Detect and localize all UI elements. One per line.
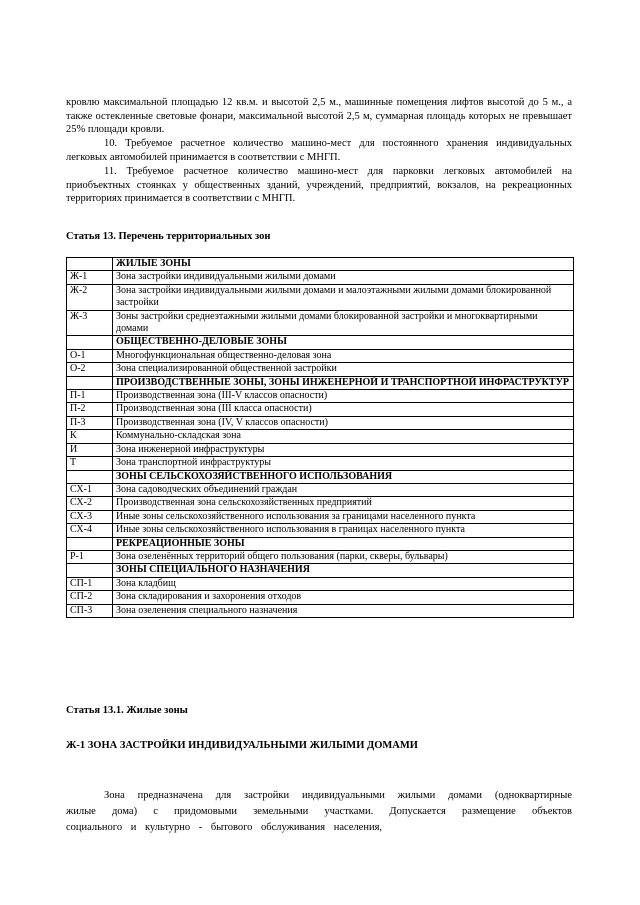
zone-group-name-cell: ПРОИЗВОДСТВЕННЫЕ ЗОНЫ, ЗОНЫ ИНЖЕНЕРНОЙ И ТРАНСПОРТНОЙ ИНФРАСТРУКТУР xyxy=(113,376,574,389)
zone-group-row xyxy=(67,564,574,577)
zone-group-name-cell: РЕКРЕАЦИОННЫЕ ЗОНЫ xyxy=(113,537,574,550)
zone-group-name-cell: ЖИЛЫЕ ЗОНЫ xyxy=(113,258,574,271)
article-13-heading: Статья 13. Перечень территориальных зон xyxy=(66,231,271,242)
zone-row xyxy=(67,284,574,310)
zone-code-cell xyxy=(67,336,113,349)
zone-code-cell: СП-2 xyxy=(67,591,113,604)
paragraph-roof: кровлю максимальной площадью 12 кв.м. и высотой 2,5 м., машинные помещения лифтов высотой до 5 м., а также остекленные световые фонари, максимальной высотой 2,5 м, суммарная площадь которых не превышает 25% площади кровли. xyxy=(66,97,572,136)
zone-group-row xyxy=(67,537,574,550)
zone-code-cell: Т xyxy=(67,457,113,470)
zone-group-name-cell: ЗОНЫ СПЕЦИАЛЬНОГО НАЗНАЧЕНИЯ xyxy=(113,564,574,577)
zone-name-cell: Коммунально-складская зона xyxy=(113,430,574,443)
zone-code-cell: СХ-2 xyxy=(67,497,113,510)
zone-code-cell xyxy=(67,564,113,577)
zone-code-cell: СХ-1 xyxy=(67,483,113,496)
zone-row xyxy=(67,403,574,416)
zone-row xyxy=(67,416,574,429)
zone-group-name-cell: ЗОНЫ СЕЛЬСКОХОЗЯЙСТВЕННОГО ИСПОЛЬЗОВАНИЯ xyxy=(113,470,574,483)
zone-name-cell: Многофункциональная общественно-деловая зона xyxy=(113,349,574,362)
zone-code-cell: К xyxy=(67,430,113,443)
zone-code-cell: СХ-3 xyxy=(67,510,113,523)
zone-code-cell: Ж-3 xyxy=(67,310,113,336)
zone-code-cell: Р-1 xyxy=(67,550,113,563)
zone-code-cell xyxy=(67,537,113,550)
zone-code-cell: П-3 xyxy=(67,416,113,429)
zone-code-cell: П-2 xyxy=(67,403,113,416)
zone-row xyxy=(67,604,574,617)
zone-row xyxy=(67,443,574,456)
zone-row xyxy=(67,510,574,523)
zone-name-cell: Производственная зона (III-V классов опасности) xyxy=(113,390,574,403)
zone-code-cell: Ж-1 xyxy=(67,271,113,284)
zone-code-cell: О-1 xyxy=(67,349,113,362)
zone-row xyxy=(67,524,574,537)
zone-name-cell: Иные зоны сельскохозяйственного использования в границах населенного пункта xyxy=(113,524,574,537)
zone-name-cell: Зона озеленённых территорий общего пользования (парки, скверы, бульвары) xyxy=(113,550,574,563)
zone-row xyxy=(67,577,574,590)
zone-name-cell: Зона складирования и захоронения отходов xyxy=(113,591,574,604)
zone-j1-intro-paragraph: Зона предназначена для застройки индивидуальными жилыми домами (одноквартирные жилые дома) с придомовыми земельными участками. Допускается размещение объектов социального и культурно - бытового обслуживания населения, xyxy=(66,790,572,833)
zone-group-row xyxy=(67,376,574,389)
zone-row xyxy=(67,430,574,443)
zone-row xyxy=(67,390,574,403)
zone-code-cell: И xyxy=(67,443,113,456)
zone-group-row xyxy=(67,336,574,349)
zone-code-cell xyxy=(67,470,113,483)
zone-name-cell: Зона застройки индивидуальными жилыми домами xyxy=(113,271,574,284)
zone-name-cell: Зоны застройки среднеэтажными жилыми домами блокированной застройки и многоквартирными домами xyxy=(113,310,574,336)
article-13-1-heading: Статья 13.1. Жилые зоны xyxy=(66,705,188,716)
zone-name-cell: Зона озеленения специального назначения xyxy=(113,604,574,617)
zone-row xyxy=(67,591,574,604)
zone-code-cell: П-1 xyxy=(67,390,113,403)
zone-group-row xyxy=(67,258,574,271)
zone-code-cell xyxy=(67,376,113,389)
zone-code-cell: СП-3 xyxy=(67,604,113,617)
zone-code-cell: Ж-2 xyxy=(67,284,113,310)
zones-table xyxy=(66,257,574,618)
zone-name-cell: Производственная зона (III класса опасности) xyxy=(113,403,574,416)
zone-code-cell xyxy=(67,258,113,271)
zone-row xyxy=(67,550,574,563)
zone-name-cell: Зона специализированной общественной застройки xyxy=(113,363,574,376)
zone-group-name-cell: ОБЩЕСТВЕННО-ДЕЛОВЫЕ ЗОНЫ xyxy=(113,336,574,349)
zone-name-cell: Иные зоны сельскохозяйственного использования за границами населенного пункта xyxy=(113,510,574,523)
zone-row xyxy=(67,497,574,510)
zone-name-cell: Зона застройки индивидуальными жилыми домами и малоэтажными жилыми домами блокированной застройки xyxy=(113,284,574,310)
zone-code-cell: СХ-4 xyxy=(67,524,113,537)
zone-row xyxy=(67,363,574,376)
zones-table-body xyxy=(67,258,574,618)
zone-row xyxy=(67,483,574,496)
zone-name-cell: Производственная зона сельскохозяйственных предприятий xyxy=(113,497,574,510)
zone-name-cell: Зона транспортной инфраструктуры xyxy=(113,457,574,470)
zone-code-cell: О-2 xyxy=(67,363,113,376)
zone-row xyxy=(67,349,574,362)
zone-name-cell: Зона садоводческих объединений граждан xyxy=(113,483,574,496)
zone-row xyxy=(67,457,574,470)
zone-name-cell: Зона инженерной инфраструктуры xyxy=(113,443,574,456)
zone-j1-heading: Ж-1 ЗОНА ЗАСТРОЙКИ ИНДИВИДУАЛЬНЫМИ ЖИЛЫМИ ДОМАМИ xyxy=(66,740,418,751)
zone-row xyxy=(67,310,574,336)
zone-name-cell: Зона кладбищ xyxy=(113,577,574,590)
zone-row xyxy=(67,271,574,284)
zone-group-row xyxy=(67,470,574,483)
zone-name-cell: Производственная зона (IV, V классов опасности) xyxy=(113,416,574,429)
paragraph-item-11: 11. Требуемое расчетное количество машино-мест для парковки легковых автомобилей на приобъектных стоянках у общественных зданий, учреждений, предприятий, вокзалов, на рекреационных территориях принимается в соответствии с МНГП. xyxy=(66,166,572,205)
zone-code-cell: СП-1 xyxy=(67,577,113,590)
paragraph-item-10: 10. Требуемое расчетное количество машино-мест для постоянного хранения индивидуальных легковых автомобилей принимается в соответствии с МНГП. xyxy=(66,138,572,163)
